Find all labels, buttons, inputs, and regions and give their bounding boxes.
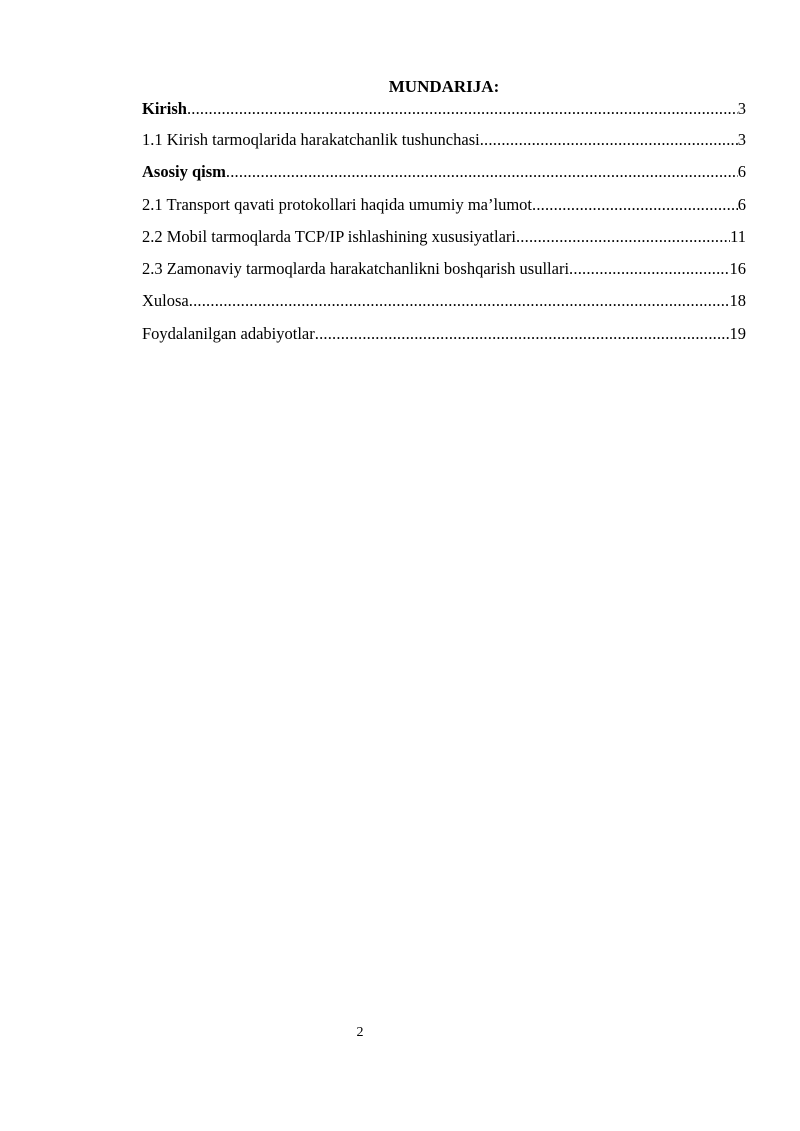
toc-leader-dots <box>569 259 729 279</box>
table-of-contents <box>142 99 746 356</box>
toc-entry-page: 3 <box>737 130 746 149</box>
toc-entry-page: 16 <box>729 259 746 279</box>
toc-entry-page: 11 <box>730 226 746 246</box>
toc-entry-label: 1.1 Kirish tarmoqlarida harakatchanlik tushunchasi <box>142 130 480 149</box>
toc-leader-dots <box>532 195 738 215</box>
toc-entry-page: 6 <box>737 194 746 214</box>
toc-entry-kirish[interactable] <box>142 99 746 130</box>
toc-leader-dots <box>480 130 738 150</box>
toc-entry-asosiy-qism[interactable] <box>142 162 746 194</box>
toc-leader-dots <box>187 99 738 119</box>
toc-entry-label: 2.3 Zamonaviy tarmoqlarda harakatchanlikni boshqarish usullari <box>142 259 570 279</box>
toc-entry-label: 2.2 Mobil tarmoqlarda TCP/IP ishlashining xususiyatlari <box>142 226 516 246</box>
toc-entry-label: Foydalanilgan adabiyotlar <box>142 323 315 343</box>
toc-entry-2-3[interactable] <box>142 259 746 291</box>
toc-entry-page: 18 <box>729 291 746 311</box>
toc-leader-dots <box>226 162 738 182</box>
toc-entry-2-1[interactable] <box>142 195 746 227</box>
toc-entry-adabiyotlar[interactable] <box>142 324 746 356</box>
toc-title: MUNDARIJA: <box>388 77 500 96</box>
toc-leader-dots <box>315 324 730 344</box>
toc-leader-dots <box>189 291 730 311</box>
toc-entry-2-2[interactable] <box>142 227 746 259</box>
toc-leader-dots <box>516 227 730 247</box>
toc-entry-label: Xulosa <box>142 291 189 311</box>
toc-entry-label: 2.1 Transport qavati protokollari haqida umumiy ma’lumot <box>142 194 532 214</box>
toc-entry-page: 19 <box>729 323 746 343</box>
toc-entry-xulosa[interactable] <box>142 291 746 323</box>
toc-entry-label: Asosiy qism <box>142 162 226 182</box>
toc-entry-label: Kirish <box>142 99 187 118</box>
toc-entry-1-1[interactable] <box>142 130 746 162</box>
toc-entry-page: 6 <box>737 162 746 182</box>
toc-entry-page: 3 <box>737 99 746 118</box>
page-number: 2 <box>356 1025 364 1040</box>
